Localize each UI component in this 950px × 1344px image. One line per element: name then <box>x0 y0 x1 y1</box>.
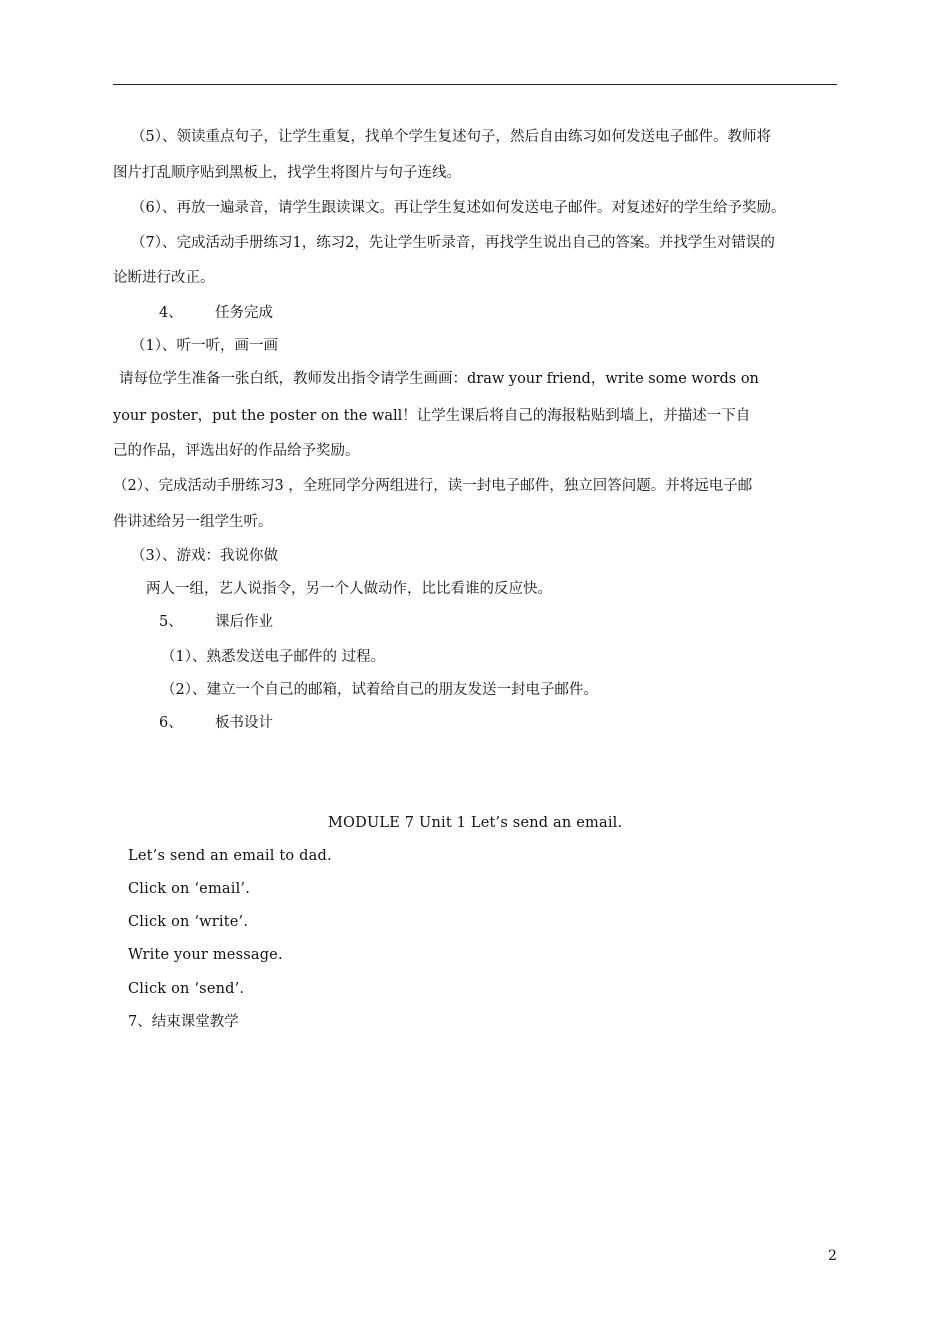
paragraph-line: 两人一组，艺人说指令，另一个人做动作，比比看谁的反应快。 <box>146 581 552 597</box>
board-title: MODULE 7 Unit 1 Let’s send an email. <box>328 815 623 831</box>
section-title: 课后作业 <box>215 614 273 630</box>
paragraph-line: （7）、完成活动手册练习1，练习2，先让学生听录音，再找学生说出自己的答案。并找学生对错误的 <box>131 235 775 251</box>
paragraph-line: （1）、听一听，画一画 <box>131 338 278 354</box>
paragraph-line: （2）、完成活动手册练习3 ，全班同学分两组进行，读一封电子邮件，独立回答问题。并将远电子邮 <box>113 478 753 494</box>
board-item: Write your message. <box>128 947 283 963</box>
section-heading <box>159 303 273 323</box>
paragraph-line: 件讲述给另一组学生听。 <box>113 514 273 530</box>
section-title: 板书设计 <box>215 715 273 731</box>
section-number: 6、 <box>159 715 183 731</box>
page-number: 2 <box>828 1248 837 1264</box>
section-number: 4、 <box>159 305 183 321</box>
paragraph-line: （3）、游戏：我说你做 <box>131 548 278 564</box>
paragraph-line: 请每位学生准备一张白纸，教师发出指令请学生画画：draw your friend，write some words on <box>119 371 759 387</box>
paragraph-line: （1）、熟悉发送电子邮件的 过程。 <box>161 649 386 665</box>
board-item: Click on ‘write’. <box>128 914 249 930</box>
paragraph-line: （5）、领读重点句子，让学生重复，找单个学生复述句子，然后自由练习如何发送电子邮件。教师将 <box>131 129 771 145</box>
board-item: Click on ‘send’. <box>128 981 245 997</box>
board-item: Let’s send an email to dad. <box>128 848 332 864</box>
section-title: 任务完成 <box>215 305 273 321</box>
header-rule <box>113 84 837 85</box>
paragraph-line: 论断进行改正。 <box>113 270 215 286</box>
board-item: Click on ‘email’. <box>128 881 251 897</box>
section-number: 5、 <box>159 614 183 630</box>
paragraph-line: 己的作品，评选出好的作品给予奖励。 <box>113 443 360 459</box>
paragraph-line: （2）、建立一个自己的邮箱，试着给自己的朋友发送一封电子邮件。 <box>161 682 598 698</box>
closing-step: 7、结束课堂教学 <box>128 1014 239 1030</box>
paragraph-line: your poster，put the poster on the wall！让学生课后将自己的海报粘贴到墙上，并描述一下自 <box>113 408 751 424</box>
paragraph-line: （6）、再放一遍录音，请学生跟读课文。再让学生复述如何发送电子邮件。对复述好的学生给予奖励。 <box>131 200 786 216</box>
section-heading <box>159 713 273 733</box>
paragraph-line: 图片打乱顺序贴到黑板上，找学生将图片与句子连线。 <box>113 165 461 181</box>
section-heading <box>159 612 273 632</box>
